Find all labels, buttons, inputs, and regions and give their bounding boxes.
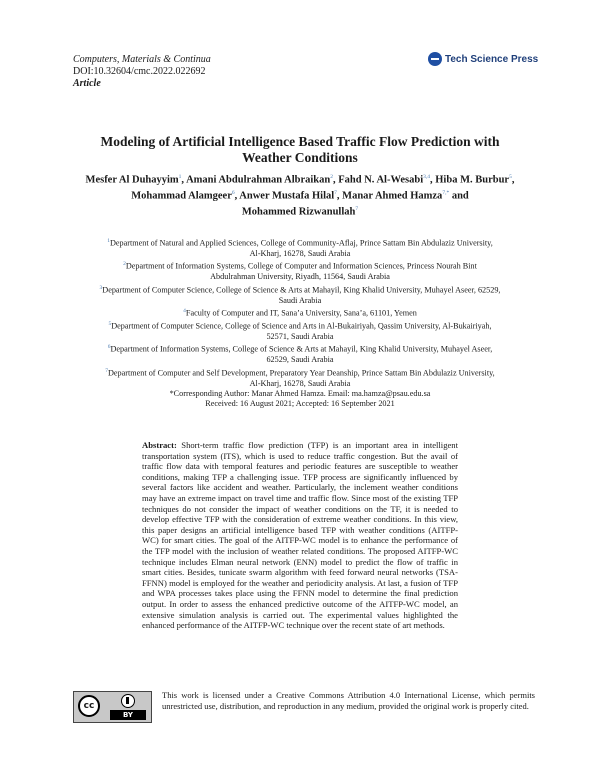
abstract <box>142 440 458 631</box>
author-name: Manar Ahmed Hamza <box>342 190 443 202</box>
author-name: Amani Abdulrahman Albraikan <box>186 174 331 186</box>
affiliation-line <box>68 306 532 319</box>
creative-commons-icon: cc <box>78 695 100 717</box>
affiliation-line: 62529, Saudi Arabia <box>266 355 334 365</box>
person-icon <box>121 694 135 708</box>
author-name: Mesfer Al Duhayyim <box>85 174 179 186</box>
corresponding-author: *Corresponding Author: Manar Ahmed Hamza. Email: ma.hamza@psau.edu.sa <box>169 389 431 398</box>
author-name: Fahd N. Al-Wesabi <box>338 174 424 186</box>
affiliation-line: Al-Kharj, 16278, Saudi Arabia <box>249 249 351 259</box>
affiliation-number: 3 <box>99 284 103 291</box>
affiliation-line: 52571, Saudi Arabia <box>266 332 334 342</box>
author-affiliation-mark[interactable]: 7 <box>355 206 359 212</box>
doi[interactable]: DOI:10.32604/cmc.2022.022692 <box>73 66 206 77</box>
affiliation-line: Saudi Arabia <box>278 295 322 305</box>
author-affiliation-mark[interactable]: 2 <box>330 174 333 180</box>
affiliation-line <box>68 366 532 379</box>
affiliation-number: 7 <box>105 367 109 374</box>
affiliation-number: 5 <box>108 321 112 328</box>
affiliation-text: Faculty of Computer and IT, Sana’a University, Sana’a, 61101, Yemen <box>185 308 417 318</box>
abstract-text: Short-term traffic flow prediction (TFP) is an important area in intelligent transportation system (ITS), which is used to reduce traffic congestion. But the avail of traffic flow data with temporal features and periodic features are susceptible to weather conditions, making TFP a challenging issue. TFP process are significantly influenced by several factors like accident and weather. Particularly, the inclement weather conditions may have an extreme impact on travel time and traffic flow. Since most of the existing TFP techniques do not consider the impact of weather conditions on the TF, it is needed to develop effective TFP with the consideration of extreme weather conditions. In this view, this paper designs an artificial intelligence based TFP with weather conditions (AITFP-WC) for smart cities. The goal of the AITFP-WC model is to enhance the performance of the TFP model with the inclusion of weather related conditions. The proposed AITFP-WC technique includes Elman neural network (ENN) model to predict the flow of traffic in smart cities. Besides, tunicate swarm algorithm with feed forward neural networks (TSA-FFNN) model is employed for the weather and periodicity analysis. At last, a fusion of TFP and WPA processes takes place using the FFNN model to determine the final prediction output. In order to assess the enhanced predictive outcome of the AITFP-WC model, an extensive simulation analysis is carried out. The experimental values highlighted the enhanced performance of the AITFP-WC technique over the recent state of art methods. <box>142 440 458 631</box>
author-affiliation-mark[interactable]: 7,* <box>442 190 450 196</box>
title-line: Modeling of Artificial Intelligence Based Traffic Flow Prediction with <box>100 134 500 149</box>
license-section <box>73 690 535 723</box>
affiliation-line <box>68 342 532 355</box>
attribution-block <box>110 694 146 720</box>
license-text: This work is licensed under a Creative Commons Attribution 4.0 International License, which permits unrestricted use, distribution, and reproduction in any medium, provided the original work is properly cited. <box>162 690 535 711</box>
received-accepted-dates: Received: 16 August 2021; Accepted: 16 September 2021 <box>205 399 395 409</box>
paper-title <box>70 134 530 166</box>
publisher-name: Tech Science Press <box>445 53 539 65</box>
author-affiliation-mark[interactable]: 5 <box>509 174 512 180</box>
author-line <box>60 203 540 219</box>
author-name: Mohammed Rizwanullah <box>241 206 356 218</box>
by-label: BY <box>110 710 146 720</box>
affiliation-line <box>68 319 532 332</box>
author-name: Anwer Mustafa Hilal <box>239 190 335 202</box>
affiliation-text: Department of Computer and Self Development, Preparatory Year Deanship, Prince Sattam Bin Abdulaziz University, <box>108 368 495 378</box>
affiliation-text: Department of Computer Science, College of Science and Arts in Al-Bukairiyah, Qassim University, Al-Bukairiyah, <box>111 321 492 331</box>
affiliation-line <box>68 259 532 272</box>
author-line: Mesfer Al Duhayyim$^1$, Amani Abdulrahman Albraikan$^2$, Fahd N. Al-Wesabi$^{3,4}$, Hiba M. Burbur$^5$, <box>85 174 515 186</box>
author-name: Mohammad Alamgeer <box>131 190 232 202</box>
affiliation-text: Department of Natural and Applied Sciences, College of Community-Aflaj, Prince Sattam Bin Abdulaziz University, <box>109 238 493 248</box>
affiliation-line <box>68 283 532 296</box>
tech-science-press-logo-icon <box>428 52 442 66</box>
article-type: Article <box>73 78 101 89</box>
affiliations <box>68 236 532 410</box>
publisher-logo <box>428 52 538 66</box>
author-list <box>60 171 540 219</box>
author-line: Mohammad Alamgeer$^6$, Anwer Mustafa Hilal$^7$, Manar Ahmed Hamza$^{7,*}$ and <box>131 190 469 202</box>
journal-name: Computers, Materials & Continua <box>73 54 211 65</box>
journal-header <box>73 54 211 90</box>
affiliation-number: 6 <box>107 344 111 351</box>
affiliation-number: 1 <box>107 238 110 244</box>
author-affiliation-mark[interactable]: 3,4 <box>423 174 431 180</box>
author-name: Hiba M. Burbur <box>435 174 510 186</box>
abstract-label: Abstract: <box>142 440 177 450</box>
affiliation-text: Department of Information Systems, College of Science & Arts at Mahayil, King Khalid University, Muhayel Aseer, <box>110 345 493 355</box>
affiliation-number: 4 <box>183 307 186 314</box>
cc-by-badge[interactable] <box>73 691 152 723</box>
affiliation-line: Abdulrahman University, Riyadh, 11564, Saudi Arabia <box>210 272 390 282</box>
title-line: Weather Conditions <box>242 150 358 165</box>
author-affiliation-mark[interactable]: 6 <box>231 190 235 196</box>
author-affiliation-mark[interactable]: 7 <box>334 190 337 196</box>
affiliation-number: 2 <box>123 261 126 268</box>
author-conjunction: and <box>451 190 469 202</box>
author-affiliation-mark[interactable]: 1 <box>178 174 182 180</box>
affiliation-line <box>68 236 532 249</box>
affiliation-line: Al-Kharj, 16278, Saudi Arabia <box>249 378 351 388</box>
affiliation-text: Department of Information Systems, College of Computer and Information Sciences, Princess Nourah Bint <box>125 262 477 272</box>
affiliation-text: Department of Computer Science, College of Science & Arts at Mahayil, King Khalid University, Muhayel Aseer, 62529, <box>102 285 501 295</box>
